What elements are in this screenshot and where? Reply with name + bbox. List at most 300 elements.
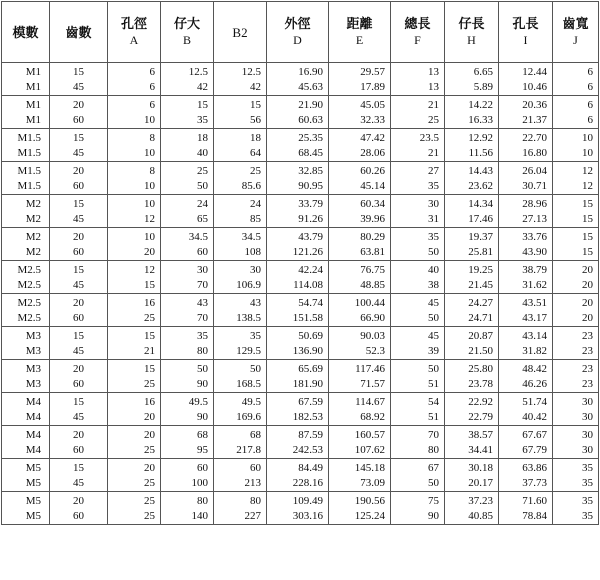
cell-bore-length: 31.82 xyxy=(499,344,553,360)
cell-module: M2 xyxy=(2,212,50,228)
cell-bore-length: 16.80 xyxy=(499,146,553,162)
cell-outer-diameter: 32.85 xyxy=(267,162,329,180)
cell-face-width: 30 xyxy=(553,443,599,459)
cell-outer-diameter: 109.49 xyxy=(267,492,329,510)
header-sub: F xyxy=(414,33,421,47)
cell-distance: 29.57 xyxy=(329,63,391,81)
cell-teeth: 15 xyxy=(50,393,108,411)
cell-hub-diameter: 34.5 xyxy=(161,228,214,246)
cell-module: M2.5 xyxy=(2,294,50,312)
table-row xyxy=(2,245,599,261)
cell-bore: 10 xyxy=(108,228,161,246)
cell-distance: 125.24 xyxy=(329,509,391,525)
header-label: 外徑 xyxy=(284,16,311,31)
cell-hub-length: 21.45 xyxy=(445,278,499,294)
cell-b2: 25 xyxy=(214,162,267,180)
cell-teeth: 45 xyxy=(50,146,108,162)
cell-face-width: 35 xyxy=(553,476,599,492)
cell-hub-diameter: 42 xyxy=(161,80,214,96)
cell-hub-diameter: 70 xyxy=(161,311,214,327)
cell-b2: 50 xyxy=(214,360,267,378)
cell-module: M2.5 xyxy=(2,311,50,327)
cell-module: M3 xyxy=(2,360,50,378)
cell-hub-diameter: 90 xyxy=(161,410,214,426)
cell-total-length: 50 xyxy=(391,311,445,327)
cell-b2: 24 xyxy=(214,195,267,213)
cell-total-length: 31 xyxy=(391,212,445,228)
cell-total-length: 30 xyxy=(391,195,445,213)
cell-hub-length: 24.71 xyxy=(445,311,499,327)
cell-module: M1.5 xyxy=(2,162,50,180)
header-outer-diameter xyxy=(267,2,329,63)
cell-bore-length: 30.71 xyxy=(499,179,553,195)
cell-outer-diameter: 54.74 xyxy=(267,294,329,312)
cell-module: M5 xyxy=(2,459,50,477)
cell-face-width: 23 xyxy=(553,344,599,360)
cell-distance: 145.18 xyxy=(329,459,391,477)
cell-bore-length: 46.26 xyxy=(499,377,553,393)
cell-b2: 168.5 xyxy=(214,377,267,393)
cell-bore: 20 xyxy=(108,410,161,426)
cell-module: M1 xyxy=(2,113,50,129)
cell-b2: 85 xyxy=(214,212,267,228)
header-label: 仔大 xyxy=(173,16,200,31)
cell-bore-length: 71.60 xyxy=(499,492,553,510)
cell-bore: 15 xyxy=(108,278,161,294)
cell-b2: 80 xyxy=(214,492,267,510)
cell-face-width: 20 xyxy=(553,261,599,279)
cell-bore-length: 12.44 xyxy=(499,63,553,81)
header-module xyxy=(2,2,50,63)
cell-bore-length: 43.51 xyxy=(499,294,553,312)
cell-face-width: 30 xyxy=(553,410,599,426)
cell-outer-diameter: 228.16 xyxy=(267,476,329,492)
cell-b2: 227 xyxy=(214,509,267,525)
cell-module: M4 xyxy=(2,426,50,444)
cell-hub-length: 19.25 xyxy=(445,261,499,279)
table-row xyxy=(2,459,599,477)
cell-face-width: 6 xyxy=(553,63,599,81)
cell-b2: 30 xyxy=(214,261,267,279)
cell-total-length: 70 xyxy=(391,426,445,444)
cell-teeth: 60 xyxy=(50,377,108,393)
cell-distance: 17.89 xyxy=(329,80,391,96)
cell-outer-diameter: 87.59 xyxy=(267,426,329,444)
cell-distance: 71.57 xyxy=(329,377,391,393)
cell-hub-length: 38.57 xyxy=(445,426,499,444)
cell-total-length: 50 xyxy=(391,360,445,378)
cell-face-width: 10 xyxy=(553,146,599,162)
cell-total-length: 21 xyxy=(391,96,445,114)
cell-teeth: 15 xyxy=(50,63,108,81)
cell-face-width: 6 xyxy=(553,113,599,129)
cell-bore: 25 xyxy=(108,492,161,510)
header-face-width xyxy=(553,2,599,63)
table-row xyxy=(2,96,599,114)
cell-bore: 10 xyxy=(108,179,161,195)
cell-module: M2 xyxy=(2,228,50,246)
cell-bore: 16 xyxy=(108,393,161,411)
cell-hub-length: 24.27 xyxy=(445,294,499,312)
cell-total-length: 51 xyxy=(391,377,445,393)
cell-total-length: 27 xyxy=(391,162,445,180)
cell-hub-length: 37.23 xyxy=(445,492,499,510)
table-row xyxy=(2,393,599,411)
cell-bore: 12 xyxy=(108,261,161,279)
cell-teeth: 15 xyxy=(50,261,108,279)
header-label: 齒數 xyxy=(65,24,92,40)
cell-hub-length: 30.18 xyxy=(445,459,499,477)
header-hub-diameter xyxy=(161,2,214,63)
cell-b2: 43 xyxy=(214,294,267,312)
cell-distance: 114.67 xyxy=(329,393,391,411)
table-row xyxy=(2,162,599,180)
header-hub-length xyxy=(445,2,499,63)
cell-distance: 32.33 xyxy=(329,113,391,129)
header-label: 齒寬 xyxy=(562,16,589,31)
table-row xyxy=(2,278,599,294)
cell-face-width: 23 xyxy=(553,377,599,393)
cell-bore-length: 67.79 xyxy=(499,443,553,459)
cell-distance: 63.81 xyxy=(329,245,391,261)
cell-module: M1 xyxy=(2,80,50,96)
cell-outer-diameter: 65.69 xyxy=(267,360,329,378)
header-distance xyxy=(329,2,391,63)
cell-bore: 20 xyxy=(108,459,161,477)
table-row xyxy=(2,80,599,96)
cell-hub-length: 22.79 xyxy=(445,410,499,426)
header-label: 距離 xyxy=(346,16,373,31)
cell-total-length: 45 xyxy=(391,294,445,312)
cell-face-width: 35 xyxy=(553,459,599,477)
cell-bore: 20 xyxy=(108,426,161,444)
cell-hub-length: 22.92 xyxy=(445,393,499,411)
cell-hub-diameter: 25 xyxy=(161,162,214,180)
table-row xyxy=(2,410,599,426)
cell-distance: 117.46 xyxy=(329,360,391,378)
cell-hub-length: 16.33 xyxy=(445,113,499,129)
cell-teeth: 45 xyxy=(50,212,108,228)
cell-outer-diameter: 114.08 xyxy=(267,278,329,294)
cell-bore-length: 43.17 xyxy=(499,311,553,327)
cell-bore: 16 xyxy=(108,294,161,312)
cell-face-width: 35 xyxy=(553,492,599,510)
cell-distance: 45.14 xyxy=(329,179,391,195)
cell-hub-length: 6.65 xyxy=(445,63,499,81)
header-sub: J xyxy=(573,33,578,47)
cell-hub-length: 20.87 xyxy=(445,327,499,345)
cell-bore-length: 20.36 xyxy=(499,96,553,114)
cell-total-length: 13 xyxy=(391,80,445,96)
cell-bore-length: 78.84 xyxy=(499,509,553,525)
cell-hub-length: 20.17 xyxy=(445,476,499,492)
table-row xyxy=(2,426,599,444)
table-row xyxy=(2,377,599,393)
cell-hub-diameter: 24 xyxy=(161,195,214,213)
cell-outer-diameter: 68.45 xyxy=(267,146,329,162)
cell-total-length: 40 xyxy=(391,261,445,279)
cell-module: M3 xyxy=(2,327,50,345)
cell-hub-diameter: 30 xyxy=(161,261,214,279)
cell-teeth: 60 xyxy=(50,113,108,129)
table-row xyxy=(2,63,599,81)
cell-total-length: 35 xyxy=(391,179,445,195)
cell-total-length: 67 xyxy=(391,459,445,477)
cell-bore-length: 67.67 xyxy=(499,426,553,444)
cell-b2: 49.5 xyxy=(214,393,267,411)
cell-face-width: 30 xyxy=(553,393,599,411)
header-label: 孔徑 xyxy=(120,16,147,31)
cell-distance: 80.29 xyxy=(329,228,391,246)
cell-teeth: 60 xyxy=(50,509,108,525)
header-teeth xyxy=(50,2,108,63)
cell-module: M4 xyxy=(2,410,50,426)
cell-module: M5 xyxy=(2,492,50,510)
cell-hub-diameter: 50 xyxy=(161,360,214,378)
cell-outer-diameter: 242.53 xyxy=(267,443,329,459)
header-sub: B xyxy=(182,33,191,47)
cell-hub-diameter: 80 xyxy=(161,344,214,360)
cell-b2: 60 xyxy=(214,459,267,477)
cell-b2: 34.5 xyxy=(214,228,267,246)
cell-hub-length: 34.41 xyxy=(445,443,499,459)
cell-hub-length: 25.81 xyxy=(445,245,499,261)
cell-teeth: 45 xyxy=(50,80,108,96)
cell-distance: 47.42 xyxy=(329,129,391,147)
cell-b2: 68 xyxy=(214,426,267,444)
cell-b2: 217.8 xyxy=(214,443,267,459)
cell-bore: 8 xyxy=(108,129,161,147)
cell-distance: 190.56 xyxy=(329,492,391,510)
cell-distance: 45.05 xyxy=(329,96,391,114)
cell-b2: 35 xyxy=(214,327,267,345)
header-sub: E xyxy=(355,33,364,47)
cell-outer-diameter: 303.16 xyxy=(267,509,329,525)
cell-hub-length: 19.37 xyxy=(445,228,499,246)
cell-face-width: 15 xyxy=(553,245,599,261)
cell-distance: 90.03 xyxy=(329,327,391,345)
cell-teeth: 60 xyxy=(50,245,108,261)
cell-b2: 12.5 xyxy=(214,63,267,81)
header-sub: D xyxy=(293,33,302,47)
cell-outer-diameter: 25.35 xyxy=(267,129,329,147)
cell-distance: 66.90 xyxy=(329,311,391,327)
cell-total-length: 21 xyxy=(391,146,445,162)
cell-b2: 85.6 xyxy=(214,179,267,195)
table-row xyxy=(2,179,599,195)
table-row xyxy=(2,129,599,147)
cell-bore: 10 xyxy=(108,146,161,162)
cell-outer-diameter: 181.90 xyxy=(267,377,329,393)
cell-b2: 64 xyxy=(214,146,267,162)
cell-b2: 106.9 xyxy=(214,278,267,294)
cell-hub-length: 23.78 xyxy=(445,377,499,393)
table-row xyxy=(2,113,599,129)
cell-hub-diameter: 12.5 xyxy=(161,63,214,81)
header-bore-length xyxy=(499,2,553,63)
cell-face-width: 35 xyxy=(553,509,599,525)
cell-hub-length: 17.46 xyxy=(445,212,499,228)
cell-module: M4 xyxy=(2,393,50,411)
cell-distance: 76.75 xyxy=(329,261,391,279)
cell-total-length: 54 xyxy=(391,393,445,411)
cell-face-width: 20 xyxy=(553,278,599,294)
cell-distance: 160.57 xyxy=(329,426,391,444)
cell-distance: 60.26 xyxy=(329,162,391,180)
cell-teeth: 20 xyxy=(50,426,108,444)
header-label: 孔長 xyxy=(512,16,539,31)
cell-teeth: 15 xyxy=(50,129,108,147)
cell-module: M5 xyxy=(2,476,50,492)
cell-hub-length: 21.50 xyxy=(445,344,499,360)
cell-hub-diameter: 60 xyxy=(161,245,214,261)
cell-face-width: 6 xyxy=(553,80,599,96)
cell-bore-length: 51.74 xyxy=(499,393,553,411)
table-row xyxy=(2,261,599,279)
cell-hub-diameter: 35 xyxy=(161,327,214,345)
cell-module: M1.5 xyxy=(2,129,50,147)
cell-bore: 10 xyxy=(108,195,161,213)
cell-outer-diameter: 45.63 xyxy=(267,80,329,96)
cell-hub-length: 14.22 xyxy=(445,96,499,114)
cell-b2: 108 xyxy=(214,245,267,261)
cell-distance: 60.34 xyxy=(329,195,391,213)
cell-bore-length: 43.14 xyxy=(499,327,553,345)
cell-distance: 28.06 xyxy=(329,146,391,162)
cell-b2: 56 xyxy=(214,113,267,129)
cell-bore: 25 xyxy=(108,377,161,393)
cell-bore-length: 31.62 xyxy=(499,278,553,294)
cell-bore-length: 27.13 xyxy=(499,212,553,228)
cell-b2: 169.6 xyxy=(214,410,267,426)
cell-hub-diameter: 40 xyxy=(161,146,214,162)
cell-hub-diameter: 70 xyxy=(161,278,214,294)
cell-hub-diameter: 43 xyxy=(161,294,214,312)
cell-bore-length: 21.37 xyxy=(499,113,553,129)
cell-total-length: 25 xyxy=(391,113,445,129)
cell-total-length: 23.5 xyxy=(391,129,445,147)
cell-bore-length: 38.79 xyxy=(499,261,553,279)
cell-hub-length: 5.89 xyxy=(445,80,499,96)
table-header xyxy=(2,2,599,63)
header-bore xyxy=(108,2,161,63)
table-row xyxy=(2,146,599,162)
cell-hub-diameter: 15 xyxy=(161,96,214,114)
cell-total-length: 13 xyxy=(391,63,445,81)
cell-module: M2.5 xyxy=(2,278,50,294)
cell-distance: 100.44 xyxy=(329,294,391,312)
cell-hub-length: 12.92 xyxy=(445,129,499,147)
cell-hub-length: 14.34 xyxy=(445,195,499,213)
cell-bore: 20 xyxy=(108,245,161,261)
cell-hub-diameter: 140 xyxy=(161,509,214,525)
cell-outer-diameter: 50.69 xyxy=(267,327,329,345)
cell-face-width: 12 xyxy=(553,162,599,180)
cell-teeth: 45 xyxy=(50,278,108,294)
cell-hub-diameter: 49.5 xyxy=(161,393,214,411)
cell-module: M2 xyxy=(2,245,50,261)
cell-b2: 138.5 xyxy=(214,311,267,327)
cell-b2: 18 xyxy=(214,129,267,147)
cell-teeth: 45 xyxy=(50,476,108,492)
cell-hub-length: 14.43 xyxy=(445,162,499,180)
cell-face-width: 6 xyxy=(553,96,599,114)
cell-face-width: 20 xyxy=(553,294,599,312)
cell-bore-length: 26.04 xyxy=(499,162,553,180)
cell-b2: 129.5 xyxy=(214,344,267,360)
table-row xyxy=(2,311,599,327)
cell-total-length: 35 xyxy=(391,228,445,246)
header-sub: I xyxy=(523,33,528,47)
cell-outer-diameter: 60.63 xyxy=(267,113,329,129)
cell-teeth: 20 xyxy=(50,492,108,510)
cell-teeth: 20 xyxy=(50,162,108,180)
cell-hub-diameter: 18 xyxy=(161,129,214,147)
cell-face-width: 15 xyxy=(553,195,599,213)
table-row xyxy=(2,492,599,510)
table-row xyxy=(2,212,599,228)
cell-outer-diameter: 43.79 xyxy=(267,228,329,246)
cell-face-width: 23 xyxy=(553,360,599,378)
cell-face-width: 20 xyxy=(553,311,599,327)
table-row xyxy=(2,443,599,459)
cell-module: M1 xyxy=(2,96,50,114)
cell-bore: 15 xyxy=(108,327,161,345)
table-row xyxy=(2,195,599,213)
cell-teeth: 45 xyxy=(50,410,108,426)
cell-total-length: 50 xyxy=(391,476,445,492)
cell-module: M2.5 xyxy=(2,261,50,279)
cell-outer-diameter: 84.49 xyxy=(267,459,329,477)
cell-total-length: 45 xyxy=(391,327,445,345)
header-b2 xyxy=(214,2,267,63)
cell-outer-diameter: 151.58 xyxy=(267,311,329,327)
cell-teeth: 15 xyxy=(50,327,108,345)
cell-outer-diameter: 21.90 xyxy=(267,96,329,114)
cell-bore-length: 10.46 xyxy=(499,80,553,96)
cell-total-length: 80 xyxy=(391,443,445,459)
cell-module: M1 xyxy=(2,63,50,81)
cell-bore-length: 48.42 xyxy=(499,360,553,378)
table-row xyxy=(2,294,599,312)
table-row xyxy=(2,327,599,345)
cell-module: M3 xyxy=(2,344,50,360)
cell-hub-diameter: 68 xyxy=(161,426,214,444)
cell-module: M1.5 xyxy=(2,146,50,162)
cell-face-width: 12 xyxy=(553,179,599,195)
cell-face-width: 30 xyxy=(553,426,599,444)
cell-hub-diameter: 35 xyxy=(161,113,214,129)
cell-total-length: 51 xyxy=(391,410,445,426)
cell-hub-diameter: 60 xyxy=(161,459,214,477)
cell-teeth: 60 xyxy=(50,311,108,327)
header-total-length xyxy=(391,2,445,63)
cell-hub-length: 23.62 xyxy=(445,179,499,195)
cell-distance: 73.09 xyxy=(329,476,391,492)
cell-outer-diameter: 136.90 xyxy=(267,344,329,360)
cell-outer-diameter: 182.53 xyxy=(267,410,329,426)
header-label: B2 xyxy=(232,24,248,40)
cell-outer-diameter: 91.26 xyxy=(267,212,329,228)
cell-bore: 8 xyxy=(108,162,161,180)
cell-bore: 15 xyxy=(108,360,161,378)
cell-face-width: 23 xyxy=(553,327,599,345)
cell-hub-diameter: 65 xyxy=(161,212,214,228)
cell-total-length: 38 xyxy=(391,278,445,294)
cell-distance: 68.92 xyxy=(329,410,391,426)
cell-total-length: 75 xyxy=(391,492,445,510)
cell-teeth: 20 xyxy=(50,360,108,378)
